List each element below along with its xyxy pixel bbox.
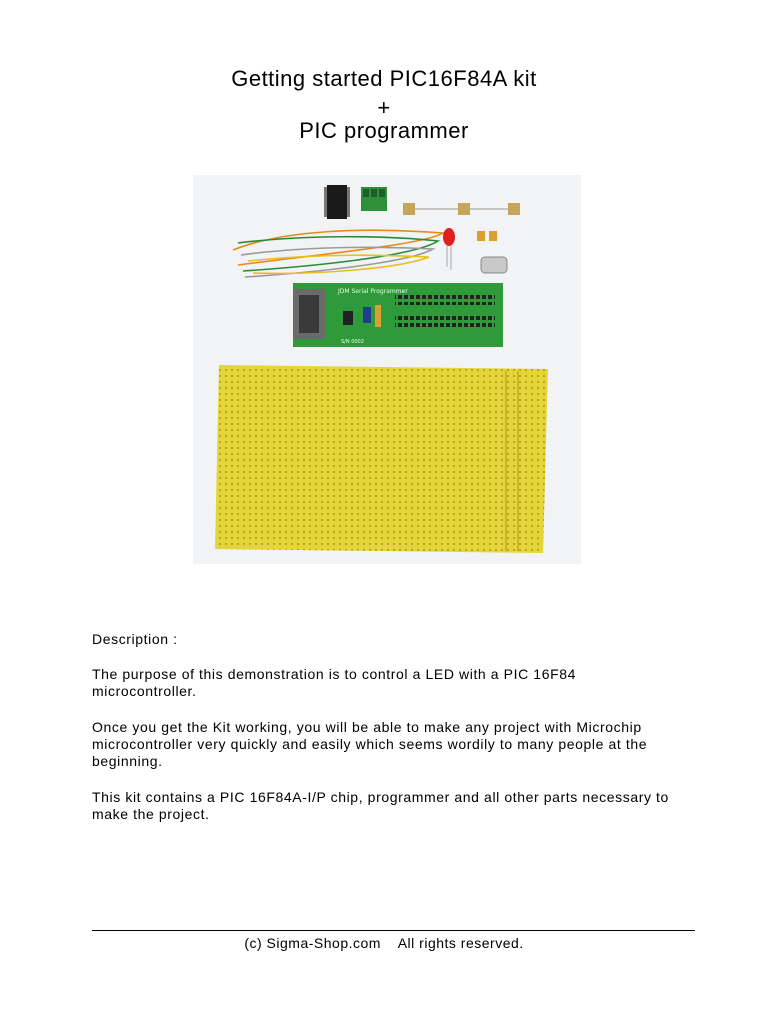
terminal-block	[361, 187, 387, 211]
perfboard	[215, 365, 548, 553]
document-title: Getting started PIC16F84A kit	[231, 66, 537, 91]
kit-photo	[193, 175, 581, 564]
programmer-board	[293, 283, 503, 347]
footer-copyright: (c) Sigma-Shop.com All rights reserved.	[244, 935, 524, 951]
footer-divider	[92, 930, 695, 931]
description-label: Description :	[92, 631, 178, 647]
components	[403, 203, 520, 273]
title-plus-sign: +	[377, 95, 391, 120]
board-silkscreen-text: JDM Serial Programmer	[338, 288, 408, 295]
paragraph-kit-contents: This kit contains a PIC 16F84A-I/P chip, programmer and all other parts necessary to make the project.	[92, 789, 669, 822]
document-subtitle: PIC programmer	[299, 118, 469, 143]
paragraph-purpose: The purpose of this demonstration is to control a LED with a PIC 16F84 microcontroller.	[92, 666, 577, 699]
kit-photo-illustration	[193, 175, 581, 564]
paragraph-kit-working: Once you get the Kit working, you will be able to make any project with Microchip microcontroller very quickly and easily which seems wordily to many people at the beginning.	[92, 719, 648, 769]
wires	[233, 230, 443, 277]
ic-chip	[324, 185, 350, 219]
board-serial-text: S/N 0002	[341, 339, 364, 345]
